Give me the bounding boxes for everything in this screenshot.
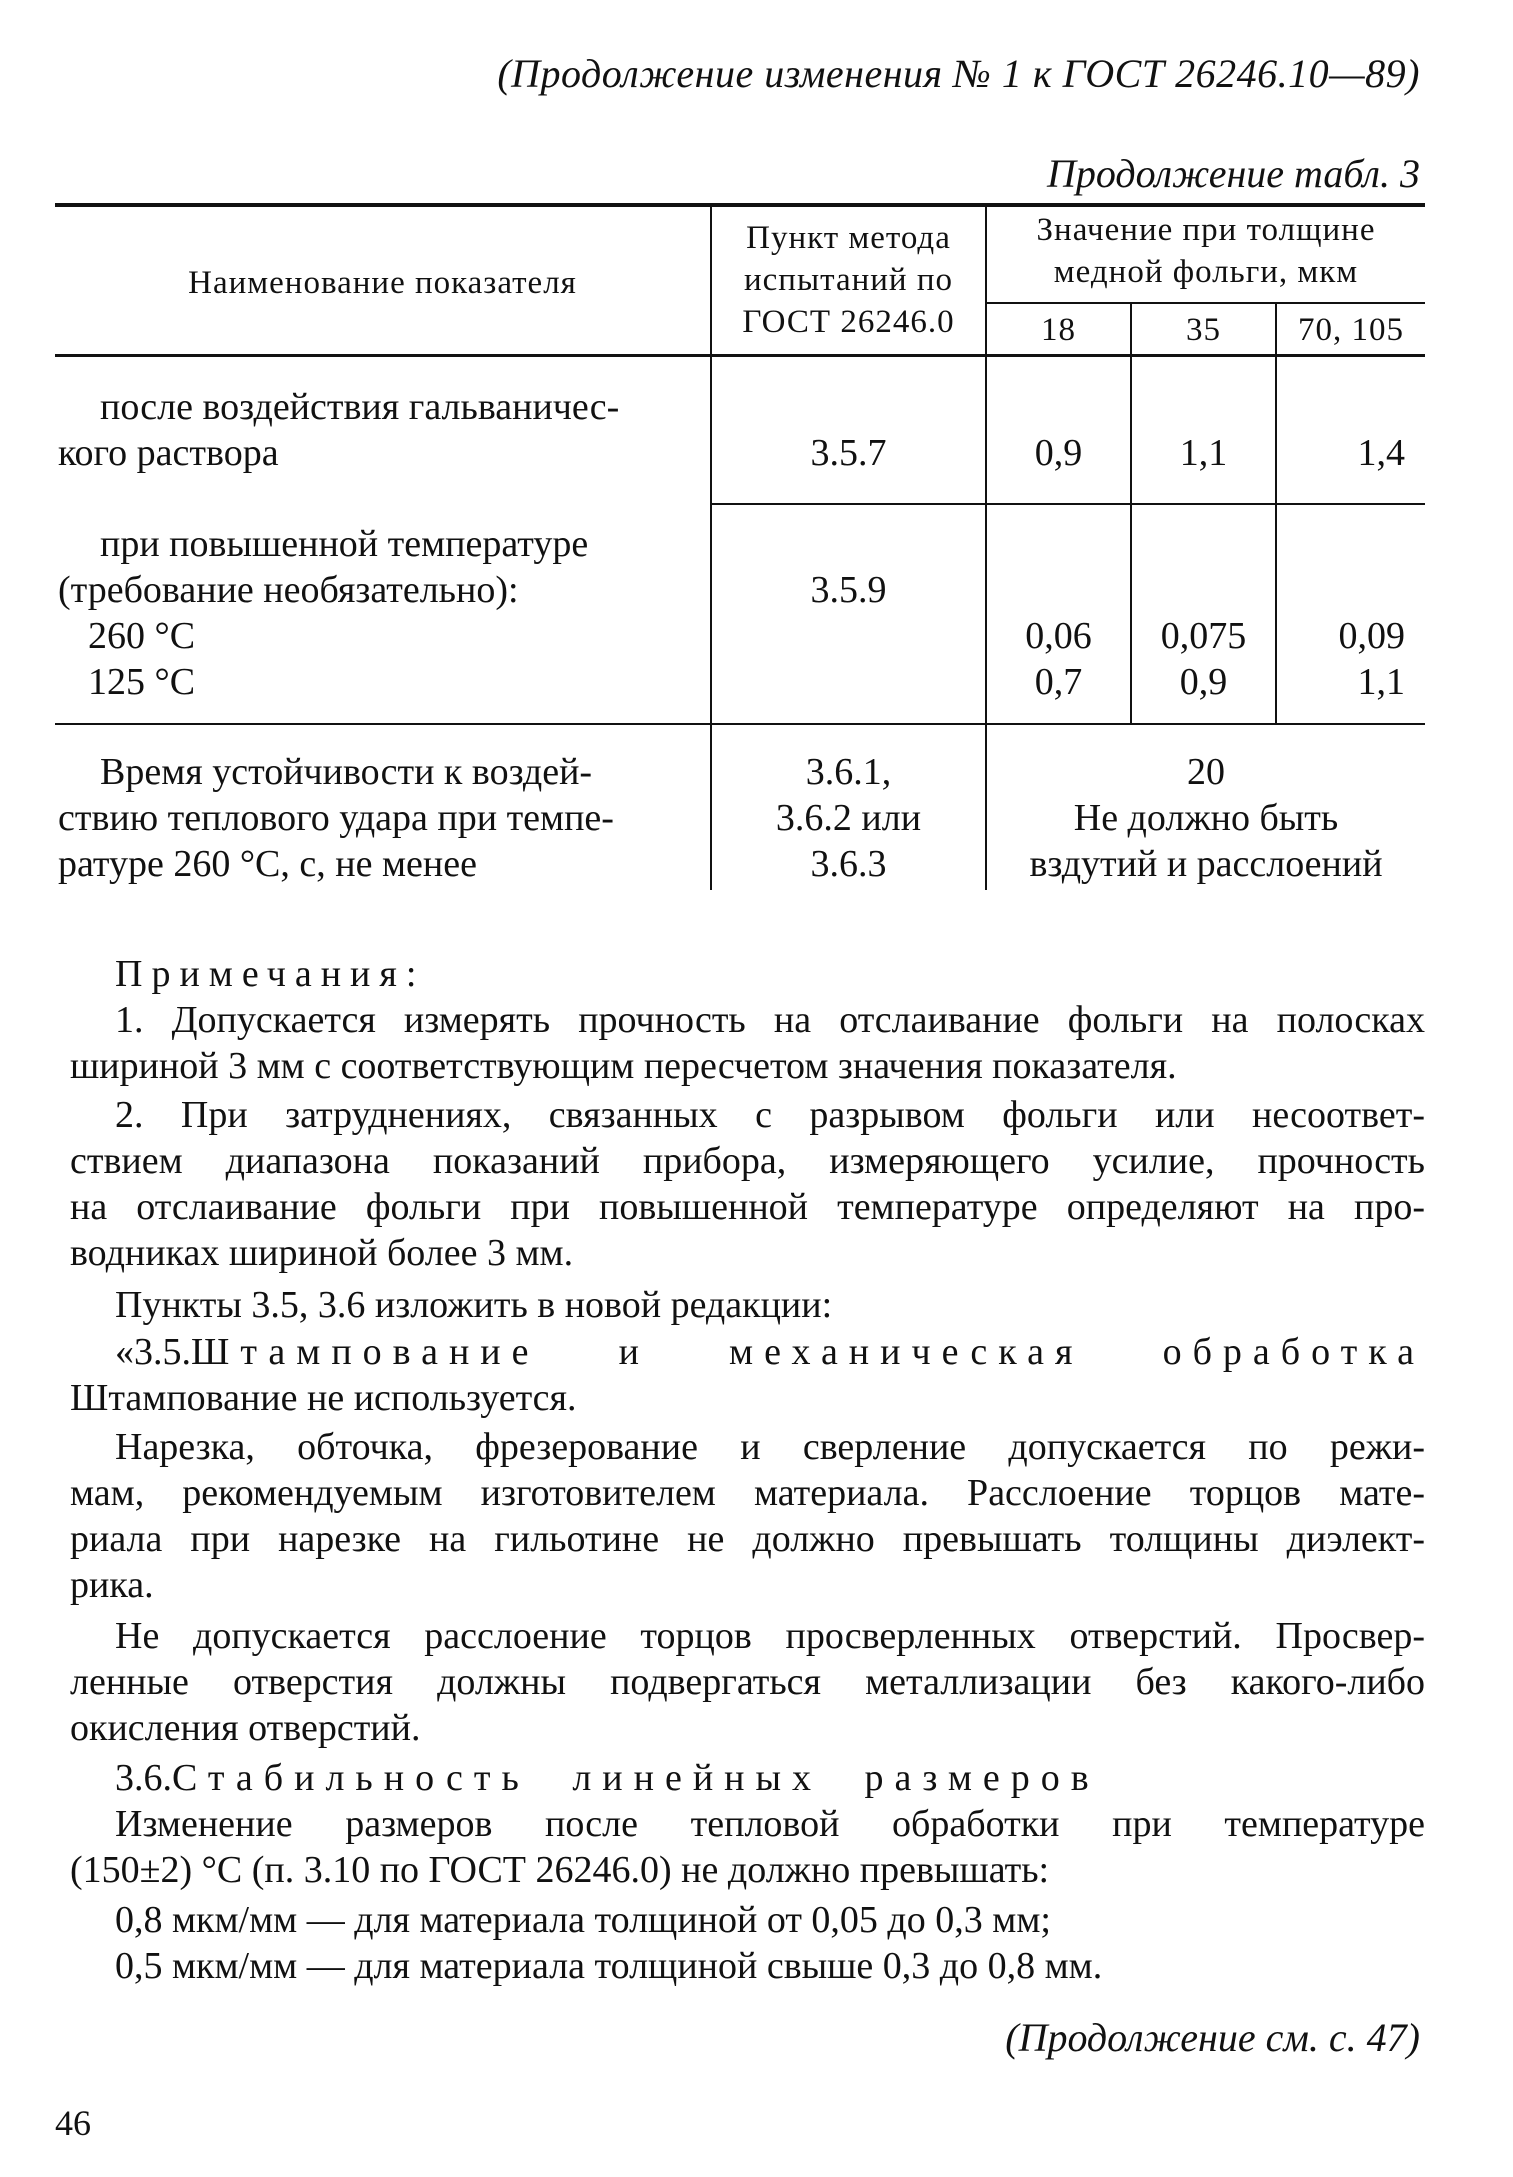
- section-3-6-item-1: 0,8 мкм/мм — для материала толщиной от 0,05 до 0,3 мм;: [115, 1899, 1051, 1941]
- intro-paragraph: Пункты 3.5, 3.6 изложить в новой редакции:: [115, 1284, 833, 1326]
- row2-method: 3.5.9: [810, 569, 887, 611]
- header-value-line: медной фольги, мкм: [1053, 254, 1359, 290]
- section-3-6-item-2: 0,5 мкм/мм — для материала толщиной свыше 0,3 до 0,8 мм.: [115, 1945, 1103, 1987]
- section-3-5-heading: [115, 1329, 1425, 1375]
- row2-name: [58, 521, 708, 705]
- header-thickness-18: 18: [1041, 312, 1076, 348]
- row1-value-35: 1,1: [1179, 432, 1228, 474]
- notes-title: Примечания:: [115, 953, 426, 995]
- row2-value-70-125: 1,1: [1357, 661, 1405, 703]
- section-3-6-p1: [70, 1801, 1425, 1893]
- p2-line: риала при нарезке на гильотине не должно превышать толщины диэлект-: [70, 1518, 1425, 1560]
- row2-value-35: [1132, 613, 1275, 705]
- row3-value-line: 20: [1187, 751, 1225, 793]
- table-header-rule: [55, 354, 1425, 357]
- section-3-5-p2: [70, 1424, 1425, 1608]
- running-header: (Продолжение изменения № 1 к ГОСТ 26246.10—89): [497, 51, 1420, 96]
- note-2-line: водниках шириной более 3 мм.: [70, 1232, 574, 1274]
- header-method-line: Пункт метода: [746, 220, 951, 256]
- note-2-line: ствием диапазона показаний прибора, измеряющего усилие, прочность: [70, 1140, 1425, 1182]
- row2-name-line: при повышенной температуре: [100, 523, 589, 565]
- row3-value-line: вздутий и расслоений: [1029, 843, 1383, 885]
- s36-line: (150±2) °С (п. 3.10 по ГОСТ 26246.0) не должно превышать:: [70, 1849, 1050, 1891]
- note-1: [70, 997, 1425, 1089]
- section-number: 3.6.: [115, 1757, 172, 1799]
- table-top-rule: [55, 203, 1425, 207]
- row1-method: 3.5.7: [810, 432, 887, 474]
- row3-value: [987, 749, 1425, 887]
- table-caption: Продолжение табл. 3: [1046, 151, 1420, 196]
- row3-method: [712, 749, 985, 887]
- header-name: Наименование показателя: [188, 265, 577, 301]
- row2-value-35-260: 0,075: [1160, 615, 1247, 657]
- p3-line: окисления отверстий.: [70, 1707, 421, 1749]
- row2-value-70-260: 0,09: [1338, 615, 1405, 657]
- s36-line: Изменение размеров после тепловой обработки при температуре: [115, 1803, 1425, 1845]
- row1-value-70: 1,4: [1357, 432, 1405, 474]
- row3-method-line: 3.6.1,: [805, 751, 892, 793]
- p3-line: Не допускается расслоение торцов просверленных отверстий. Просвер-: [115, 1615, 1425, 1657]
- row-divider-1: [710, 503, 1425, 505]
- row3-name-line: Время устойчивости к воздей-: [100, 751, 593, 793]
- p2-line: мам, рекомендуемым изготовителем материала. Расслоение торцов мате-: [70, 1472, 1425, 1514]
- row2-value-18-125: 0,7: [1034, 661, 1083, 703]
- note-2-line: 2. При затруднениях, связанных с разрывом фольги или несоответ-: [115, 1094, 1425, 1136]
- note-1-line: 1. Допускается измерять прочность на отслаивание фольги на полосках: [115, 999, 1425, 1041]
- row1-name-line: после воздействия гальваничес-: [100, 386, 620, 428]
- row2-value-35-125: 0,9: [1179, 661, 1228, 703]
- row1-name-line: кого раствора: [58, 432, 279, 474]
- p2-line: Нарезка, обточка, фрезерование и сверление допускается по режи-: [115, 1426, 1425, 1468]
- row2-name-line: (требование необязательно):: [58, 569, 519, 611]
- p3-line: ленные отверстия должны подвергаться металлизации без какого-либо: [70, 1661, 1425, 1703]
- section-number: «3.5.: [115, 1331, 191, 1373]
- page-number: 46: [55, 2103, 91, 2143]
- header-value-line: Значение при толщине: [1036, 212, 1376, 248]
- note-2: [70, 1092, 1425, 1276]
- row2-value-70: [1277, 613, 1405, 705]
- section-3-5-p1: Штампование не используется.: [70, 1377, 577, 1419]
- row2-value-18: [987, 613, 1130, 705]
- row1-value-18: 0,9: [1034, 432, 1083, 474]
- section-3-6-heading: [115, 1755, 1425, 1801]
- row2-name-line: 260 °С: [88, 615, 196, 657]
- row3-name-line: ратуре 260 °С, с, не менее: [58, 843, 477, 885]
- section-title: Стабильность линейных размеров: [172, 1757, 1100, 1799]
- row2-name-line: 125 °С: [88, 661, 196, 703]
- row3-method-line: 3.6.3: [810, 843, 887, 885]
- note-1-line: шириной 3 мм с соответствующим пересчетом значения показателя.: [70, 1045, 1177, 1087]
- header-thickness-35: 35: [1186, 312, 1221, 348]
- continuation-note: (Продолжение см. с. 47): [1005, 2015, 1420, 2060]
- header-method: [712, 217, 985, 343]
- header-value: [987, 209, 1425, 293]
- row1-name: [58, 384, 700, 476]
- row2-value-18-260: 0,06: [1025, 615, 1092, 657]
- row3-name-line: ствию теплового удара при темпе-: [58, 797, 614, 839]
- section-3-5-p3: [70, 1613, 1425, 1751]
- thickness-header-rule: [985, 302, 1425, 304]
- row3-name: [58, 749, 698, 887]
- row-divider-2: [55, 723, 1425, 725]
- header-thickness-70-105: 70, 105: [1298, 312, 1404, 348]
- header-method-line: испытаний по: [743, 262, 953, 298]
- note-2-line: на отслаивание фольги при повышенной температуре определяют на про-: [70, 1186, 1425, 1228]
- row3-method-line: 3.6.2 или: [775, 797, 922, 839]
- p2-line: рика.: [70, 1564, 154, 1606]
- row3-value-line: Не должно быть: [1073, 797, 1339, 839]
- section-title: Штампование и механическая обработка: [191, 1331, 1425, 1373]
- header-method-line: ГОСТ 26246.0: [742, 304, 955, 340]
